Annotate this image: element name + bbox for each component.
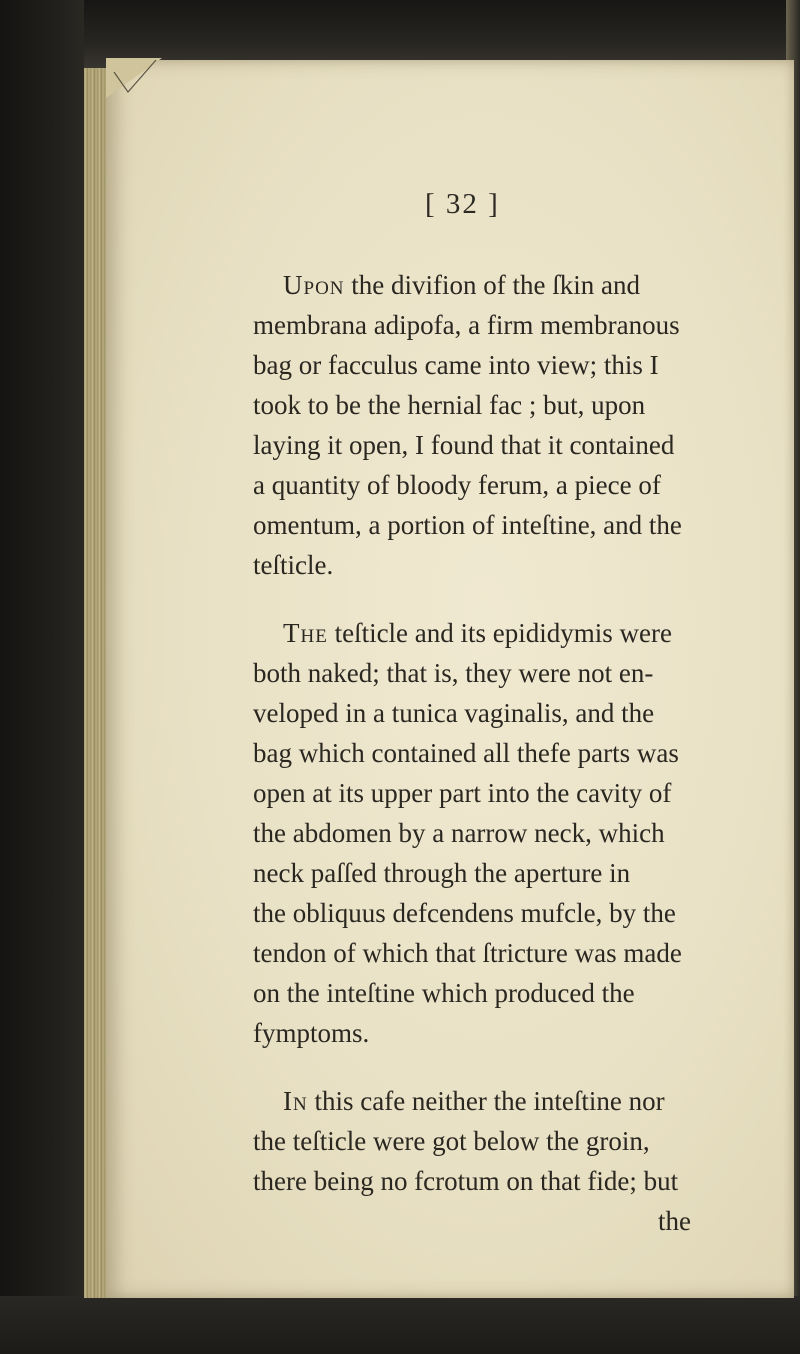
text-line: fymptoms. <box>253 1018 370 1048</box>
text-line: took to be the hernial fac ; but, upon <box>253 390 646 420</box>
text-line: a quantity of bloody ferum, a piece of <box>253 470 661 500</box>
catchword: the <box>658 1206 691 1236</box>
text-line: laying it open, I found that it contained <box>253 430 675 460</box>
paragraph-lead: The <box>283 618 328 648</box>
text-line: teſticle. <box>253 550 334 580</box>
page-number: [ 32 ] <box>425 188 500 220</box>
text-line: the teſticle were got below the groin, <box>253 1126 650 1156</box>
text-line: there being no fcrotum on that fide; but <box>253 1166 679 1196</box>
book-shadow-bottom <box>0 1296 800 1354</box>
text-line: membrana adipofa, a firm membranous <box>253 310 680 340</box>
text-line: The teſticle and its epididymis were <box>283 618 672 648</box>
text-line: Upon the divifion of the ſkin and <box>283 270 640 300</box>
folded-corner-icon <box>106 58 162 98</box>
paragraph-lead: Upon <box>283 270 345 300</box>
text-line: open at its upper part into the cavity of <box>253 778 672 808</box>
text-line: bag which contained all thefe parts was <box>253 738 679 768</box>
text-line: In this cafe neither the inteſtine nor <box>283 1086 665 1116</box>
text-line: the obliquus defcendens mufcle, by the <box>253 898 676 928</box>
text-line: the abdomen by a narrow neck, which <box>253 818 665 848</box>
text-line: tendon of which that ſtricture was made <box>253 938 682 968</box>
text-line: on the inteſtine which produced the <box>253 978 635 1008</box>
text-line: omentum, a portion of inteſtine, and the <box>253 510 682 540</box>
book-shadow-left <box>0 0 84 1354</box>
text-line: veloped in a tunica vaginalis, and the <box>253 698 655 728</box>
text-line: bag or facculus came into view; this I <box>253 350 659 380</box>
text-line: both naked; that is, they were not en- <box>253 658 654 688</box>
paragraph-lead: In <box>283 1086 308 1116</box>
text-line: neck paſſed through the aperture in <box>253 858 631 888</box>
